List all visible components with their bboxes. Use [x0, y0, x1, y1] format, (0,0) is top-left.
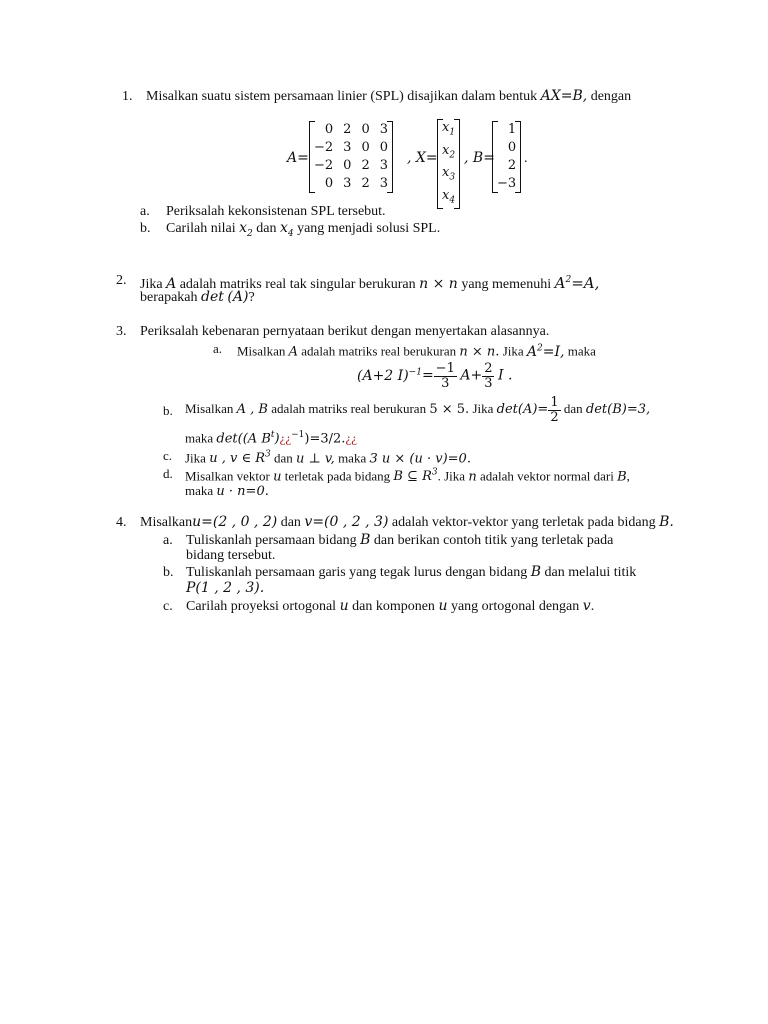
q1b-x2: x	[239, 220, 247, 236]
q2-post: yang memenuhi	[461, 277, 552, 292]
q4c-post: yang ortogonal dengan	[450, 599, 580, 614]
q1b-x2-sub: 2	[247, 228, 253, 239]
q3-intro: Periksalah kebenaran pernyataan berikut dengan menyertakan alasannya.	[140, 324, 550, 339]
a12: 2	[343, 122, 352, 137]
q1-eq: AX=B,	[540, 88, 588, 104]
x1-sub: 1	[449, 127, 456, 138]
x4: x	[442, 187, 450, 203]
q4a-pre: Tuliskanlah persamaan bidang	[186, 533, 357, 548]
x3-sub: 3	[449, 172, 456, 183]
q2-line2	[140, 289, 255, 306]
q3a-nxn: n × n.	[459, 344, 500, 360]
q2-pre: Jika	[140, 277, 163, 292]
q3b2-close: )	[274, 431, 280, 447]
b2: 0	[507, 140, 517, 155]
q3a-eq-sup: −1	[408, 367, 422, 377]
q3d2-eq: u · n=0.	[216, 484, 269, 499]
q3d2-maka: maka	[185, 483, 214, 498]
q3-number: 3.	[116, 324, 127, 339]
q4c-u2: u	[438, 598, 448, 614]
q3b-label: b.	[163, 403, 173, 418]
q2-mid: adalah matriks real tak singular berukuran	[179, 277, 416, 292]
q3b-det: det	[496, 402, 518, 417]
q1b-text	[166, 220, 440, 243]
x1: x	[442, 120, 450, 135]
q3a-sup: 2	[537, 343, 543, 353]
q2-A: A	[166, 276, 177, 292]
q4c-u: u	[339, 598, 349, 614]
q4c-dot: .	[590, 599, 595, 614]
a21: −2	[314, 140, 334, 155]
q3c-eq: 3 u × (u · v)=0.	[369, 451, 471, 467]
x2: x	[442, 142, 450, 158]
q3a-f2-num: 2	[484, 360, 493, 376]
q3b-detA: (A)=	[517, 402, 549, 417]
q1a-label: a.	[140, 204, 150, 219]
q3b-f-num: 1	[550, 394, 559, 410]
q1-stem	[146, 88, 631, 105]
x2-sub: 2	[449, 150, 456, 161]
q4-B: B.	[659, 514, 674, 530]
q3a-eq-end: I .	[497, 367, 513, 384]
b4: −3	[497, 176, 517, 191]
a42: 3	[343, 176, 352, 191]
q1-A-label: A=	[287, 150, 309, 166]
q3c-perp: u ⊥ v,	[296, 451, 335, 467]
q4-pre: Misalkan	[140, 515, 193, 530]
q3d-jika: . Jika	[437, 468, 466, 484]
vector-X	[437, 119, 460, 209]
a43: 2	[361, 176, 370, 191]
a13: 0	[361, 122, 370, 137]
q3b-dan: dan	[563, 401, 583, 416]
q3d-comma: ,	[626, 468, 630, 484]
q3b2-maka: maka	[185, 430, 214, 446]
q3c-maka: maka	[338, 450, 367, 466]
q3a-jika: Jika	[502, 343, 524, 359]
q4-number: 4.	[116, 515, 127, 530]
q4-dan: dan	[280, 515, 301, 530]
q3a-A: A	[288, 344, 299, 360]
a34: 3	[379, 158, 389, 173]
q4b-label: b.	[163, 565, 174, 580]
q2-eq-rest: =A,	[571, 274, 600, 292]
a14: 3	[379, 122, 389, 137]
q4b-pre: Tuliskanlah persamaan garis yang tegak lurus dengan bidang	[186, 565, 528, 580]
a41: 0	[324, 176, 334, 191]
b3: 2	[507, 158, 517, 173]
q3d-u: u	[273, 469, 282, 485]
q4c-v: v	[582, 598, 591, 614]
q3a-eqI: =I,	[542, 343, 565, 360]
a24: 0	[379, 140, 389, 155]
q4a-label: a.	[163, 533, 173, 548]
q3a-pre: Misalkan	[237, 343, 286, 359]
q3a-equation	[357, 357, 512, 392]
q4-u: u=(2 , 0 , 2)	[192, 514, 278, 530]
q3c-label: c.	[163, 448, 173, 463]
q3b2-t: t	[270, 430, 275, 440]
q4b-B: B	[530, 564, 542, 580]
q3b-det2: det	[585, 402, 608, 417]
q3c-dan: dan	[273, 450, 293, 466]
q3c-uv: u , v ∈ R	[209, 451, 265, 467]
q4a-post: dan berikan contoh titik yang terletak pada	[373, 533, 614, 548]
matrix-A	[309, 121, 393, 193]
q3b2-qq1: ¿¿	[279, 430, 292, 446]
q1b-label: b.	[140, 221, 151, 236]
q1-stem-end: dengan	[590, 89, 632, 104]
q3a-eq-left: (A+2 I)	[357, 367, 409, 384]
q3a-f1-den: 3	[441, 375, 450, 391]
q3b-pre: Misalkan	[185, 401, 234, 416]
q4b-post: dan melalui titik	[544, 565, 637, 580]
a11: 0	[324, 122, 334, 137]
q4c-label: c.	[163, 599, 173, 614]
q4a-B: B	[360, 532, 371, 548]
q3b-line1	[185, 392, 650, 427]
a31: −2	[314, 158, 334, 173]
q3d-mid: terletak pada bidang	[284, 468, 391, 484]
q1b-x4-sub: 4	[287, 228, 294, 239]
q3d-post: adalah vektor normal dari	[479, 468, 614, 484]
q2-line2-pre: berapakah	[140, 290, 198, 305]
q2-nxn: n × n	[419, 276, 458, 292]
q4c-mid: dan komponen	[352, 599, 435, 614]
q3a-label: a.	[213, 341, 223, 356]
q3d-B: B ⊆ R	[393, 469, 432, 485]
q3b-mid: adalah matriks real berukuran	[271, 401, 427, 416]
q2-qmark: ?	[248, 290, 255, 305]
q1-end-dot: .	[524, 151, 528, 166]
q1-B-label: , B=	[464, 150, 495, 166]
q3b2-qq2: ¿¿	[345, 430, 357, 446]
q3b2-sup: −1	[291, 430, 305, 440]
q3a-eq-eq: =	[421, 367, 434, 384]
q3a-f2-den: 3	[484, 375, 493, 391]
q1-stem-text: Misalkan suatu sistem persamaan linier (SPL) disajikan dalam bentuk	[146, 89, 538, 104]
q4a-line2: bidang tersebut.	[186, 548, 276, 563]
q1b-pre: Carilah nilai	[166, 221, 236, 236]
q3b-f-den: 2	[550, 409, 559, 425]
a22: 3	[343, 140, 352, 155]
b1: 1	[507, 122, 517, 137]
q3b-line2	[185, 427, 357, 447]
q2-eq-sup: 2	[565, 275, 572, 285]
q3b2-val: )=3/2.	[304, 431, 346, 447]
q4b-line1	[186, 564, 636, 581]
q1b-mid: dan	[256, 221, 277, 236]
q3b2-det: det	[216, 431, 238, 447]
q3d-line2	[185, 482, 269, 500]
q3b-size: 5 × 5.	[429, 402, 470, 417]
q2-eq-A: A	[554, 274, 566, 292]
q1b-x4: x	[279, 220, 288, 236]
q2-detA: (A)	[227, 289, 249, 305]
q3a-maka: maka	[567, 343, 596, 359]
q3b2-open: ((A B	[237, 431, 271, 447]
a44: 3	[379, 176, 389, 191]
q3d-sup: 3	[431, 468, 438, 478]
q3b-detB: (B)=3,	[607, 402, 651, 417]
q4-stem	[140, 514, 674, 531]
q3d-pre: Misalkan vektor	[185, 468, 270, 484]
q1a-text: Periksalah kekonsistenan SPL tersebut.	[166, 204, 386, 219]
x4-sub: 4	[449, 195, 456, 206]
q1-number: 1.	[122, 89, 133, 104]
q3c-jika: Jika	[185, 450, 206, 466]
q3a-eq-mid: A+	[460, 367, 483, 384]
vector-B	[492, 121, 521, 193]
q4c-text	[186, 598, 594, 615]
q3d-B2: B	[617, 469, 627, 485]
q1-X-label: , X=	[407, 150, 438, 166]
q4-post: adalah vektor-vektor yang terletak pada bidang	[391, 515, 656, 530]
q3d-label: d.	[163, 466, 173, 481]
x3: x	[442, 165, 450, 181]
a32: 0	[343, 158, 352, 173]
q3d-n: n	[468, 469, 477, 485]
q3b-AB: A , B	[236, 402, 268, 417]
q2-number: 2.	[116, 273, 127, 288]
q3a-mid: adalah matriks real berukuran	[301, 343, 457, 359]
q3a-A2: A	[526, 343, 538, 360]
a23: 0	[361, 140, 370, 155]
q4b-point: P(1 , 2 , 3).	[186, 580, 265, 596]
q3a-f1-num: −1	[435, 360, 455, 376]
q1b-post: yang menjadi solusi SPL.	[297, 221, 441, 236]
q3b-jika: Jika	[472, 401, 494, 416]
a33: 2	[361, 158, 370, 173]
q2-det: det	[201, 289, 224, 305]
q4-v: v=(0 , 2 , 3)	[304, 514, 389, 530]
q4c-pre: Carilah proyeksi ortogonal	[186, 599, 337, 614]
q3c-sup: 3	[265, 450, 271, 460]
